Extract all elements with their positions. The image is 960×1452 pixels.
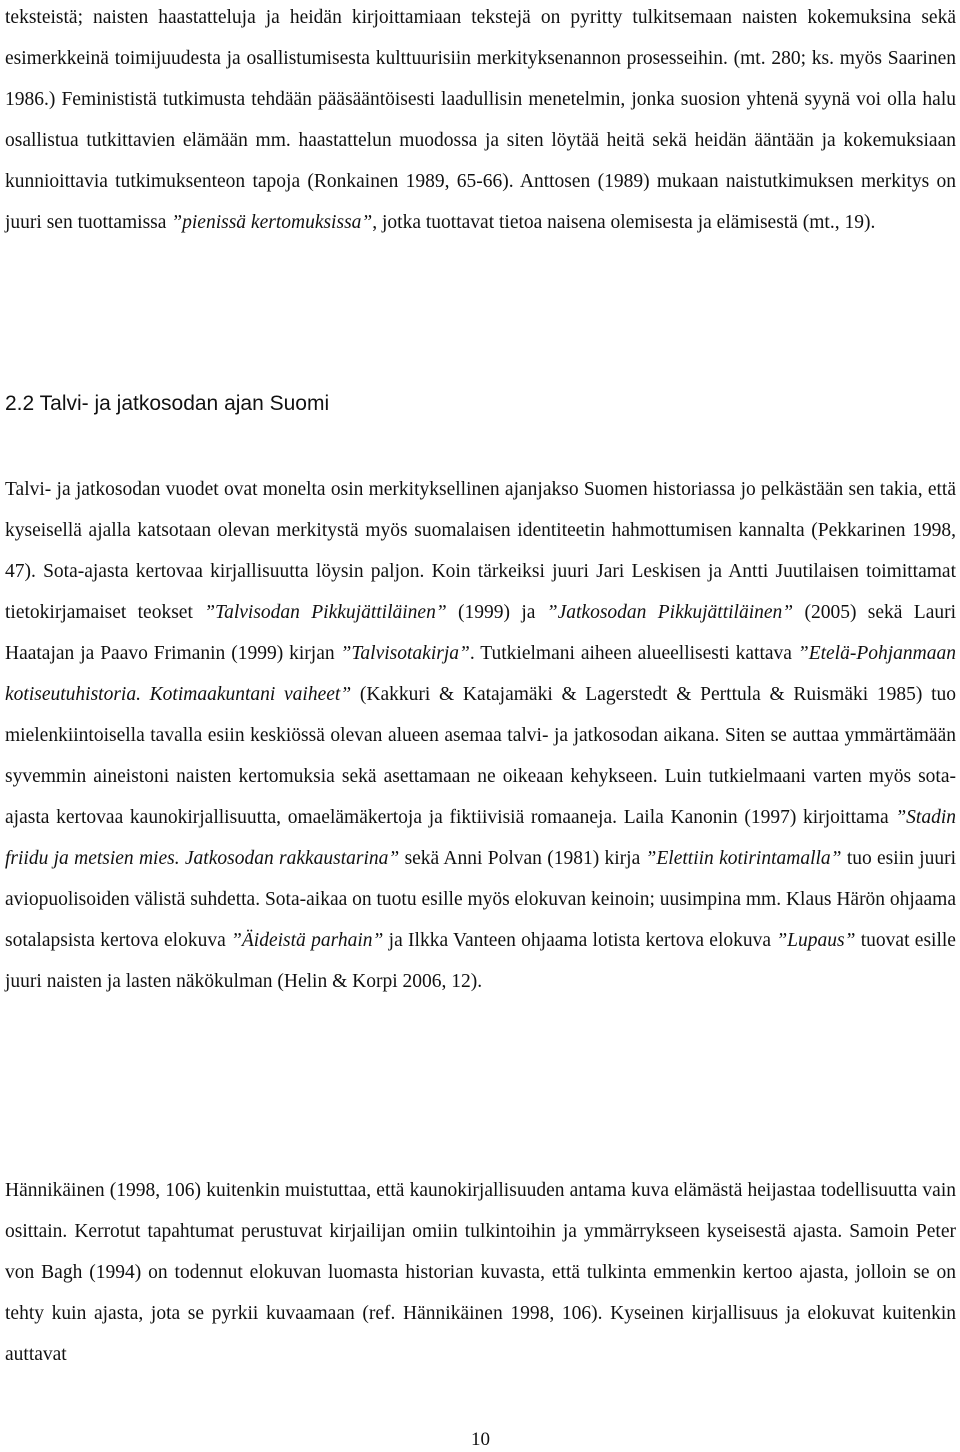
text-run: , jotka tuottavat tietoa naisena olemisesta ja elämisestä (mt., 19). (372, 212, 876, 233)
text-run: Talvi- ja jatkosodan vuodet ovat monelta osin merkityksellinen ajanjakso Suomen historiassa jo pelkästään sen takia, että kyseisellä ajalla katsotaan olevan merkitystä myös suomalaisen identiteetin hahmottumisen kannalta (Pekkarinen 1998, 47). Sota-ajasta kertovaa kirjallisuutta löysin paljon. Koin tärkeiksi juuri Jari Leskisen ja Antti Juutilaisen toimittamat tietokirjamaiset teokset (5, 479, 956, 623)
italic-title-text: ”Talvisotakirja” (340, 643, 470, 664)
paragraph-hannikainen (5, 1170, 956, 1375)
text-run: (1999) ja (446, 602, 547, 623)
paragraph-feminist-research (5, 0, 956, 243)
text-run: tuovat esille juuri naisten ja lasten näkökulman (Helin & Korpi 2006, 12). (5, 930, 956, 992)
paragraph-war-years (5, 469, 956, 1002)
italic-title-text: ”Elettiin kotirintamalla” (645, 848, 842, 869)
section-heading: 2.2 Talvi- ja jatkosodan ajan Suomi (5, 392, 330, 415)
text-run: (Kakkuri & Katajamäki & Lagerstedt & Perttula & Ruismäki 1985) tuo mielenkiintoisella tavalla esiin keskiössä olevan alueen asemaa talvi- ja jatkosodan aikana. Siten se auttaa ymmärtämään syvemmin aineistoni naisten kertomuksia sekä asettamaan ne oikeaan kehykseen. Luin tutkielmaani varten myös sota-ajasta kertovaa kaunokirjallisuutta, omaelämäkertoja ja fiktiivisiä romaaneja. Laila Kanonin (1997) kirjoittama (5, 684, 956, 828)
text-run: tuo esiin juuri aviopuolisoiden välistä suhdetta. Sota-aikaa on tuotu esille myös elokuvan keinoin; uusimpina mm. Klaus Härön ohjaama sotalapsista kertova elokuva (5, 848, 956, 951)
italic-title-text: ”Talvisodan Pikkujättiläinen” (204, 602, 447, 623)
text-run: sekä Anni Polvan (1981) kirja (399, 848, 646, 869)
italic-title-text: ”Äideistä parhain” (231, 930, 384, 951)
text-run: ja Ilkka Vanteen ohjaama lotista kertova elokuva (383, 930, 777, 951)
italic-title-text: ”Stadin friidu ja metsien mies. Jatkosodan rakkaustarina” (5, 807, 956, 869)
text-run: teksteistä; naisten haastatteluja ja heidän kirjoittamiaan tekstejä on pyritty tulkitsemaan naisten kokemuksina sekä esimerkkeinä toimijuudesta ja osallistumisesta kulttuurisiin merkityksenannon prosesseihin. (mt. 280; ks. myös Saarinen 1986.) Feminististä tutkimusta tehdään pääsääntöisesti laadullisin menetelmin, jonka suosion yhtenä syynä voi olla halu osallistua tutkittavien elämään mm. haastattelun muodossa ja siten löytää heitä sekä heidän ääntään ja kokemuksiaan kunnioittavia tutkimuksenteon tapoja (Ronkainen 1989, 65-66). Anttosen (1989) mukaan naistutkimuksen merkitys on juuri sen tuottamissa (5, 7, 956, 233)
italic-title-text: ”Lupaus” (776, 930, 856, 951)
italic-title-text: ”Jatkosodan Pikkujättiläinen” (546, 602, 794, 623)
text-run: Hännikäinen (1998, 106) kuitenkin muistuttaa, että kaunokirjallisuuden antama kuva elämästä heijastaa todellisuutta vain osittain. Kerrotut tapahtumat perustuvat kirjailijan omiin tulkintoihin ja ymmärrykseen kyseisestä ajasta. Samoin Peter von Bagh (1994) on todennut elokuvan luomasta historian kuvasta, että tulkinta emmenkin kertoo ajasta, jolloin se on tehty kuin ajasta, jota se pyrkii kuvaamaan (ref. Hännikäinen 1998, 106). Kyseinen kirjallisuus ja elokuvat kuitenkin auttavat (5, 1180, 956, 1365)
italic-title-text: ”Etelä-Pohjanmaan kotiseutuhistoria. Kotimaakuntani vaiheet” (5, 643, 956, 705)
text-run: . Tutkielmani aiheen alueellisesti kattava (469, 643, 798, 664)
text-run: (2005) sekä Lauri Haatajan ja Paavo Frimanin (1999) kirjan (5, 602, 957, 664)
italic-title-text: ”pienissä kertomuksissa” (171, 212, 373, 233)
document-page (5, 0, 957, 1450)
page-number: 10 (471, 1429, 490, 1450)
